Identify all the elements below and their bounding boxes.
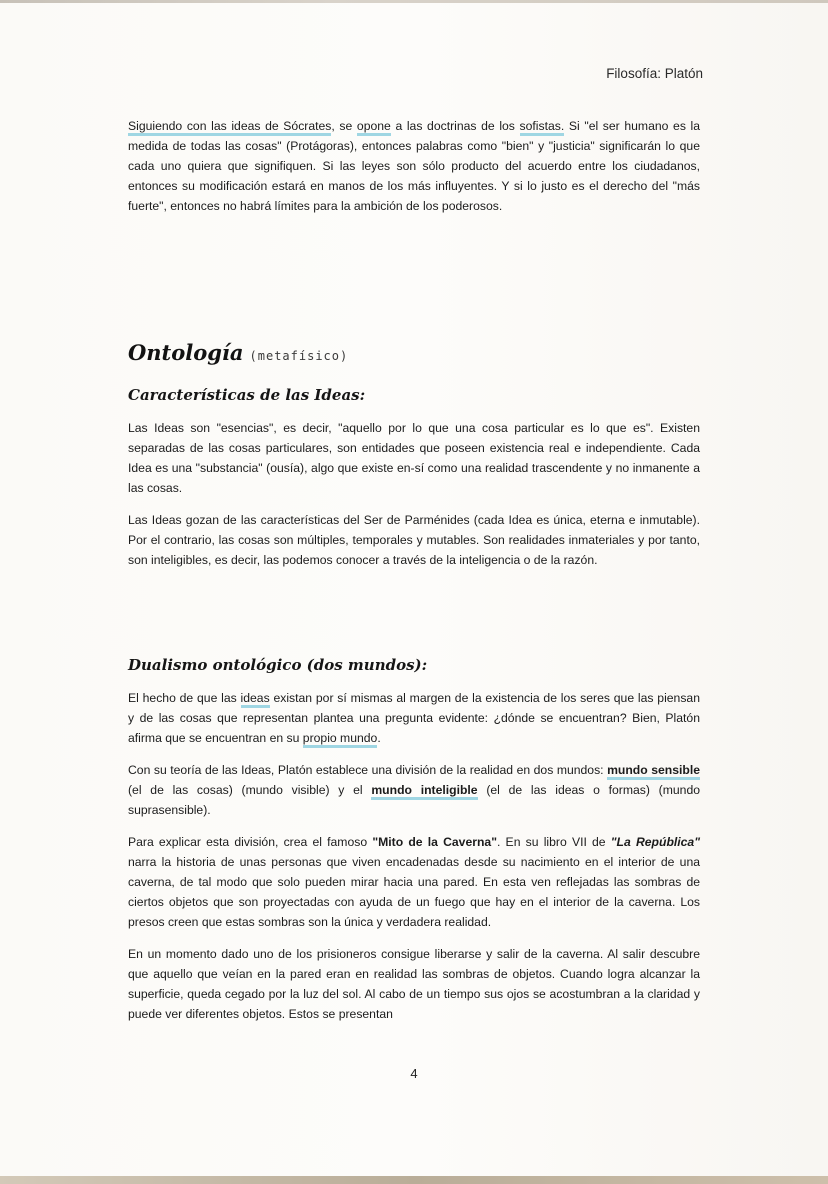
highlight-socrates: Siguiendo con las ideas de Sócrates xyxy=(128,119,331,136)
ontologia-section xyxy=(128,418,700,582)
heading-note: (metafísico) xyxy=(249,349,349,363)
dualismo-section xyxy=(128,688,700,1036)
subheading-dualismo: Dualismo ontológico (dos mundos): xyxy=(128,656,428,674)
highlight-opone: opone xyxy=(357,119,391,136)
dualismo-paragraph-4: En un momento dado uno de los prisioneros consigue liberarse y salir de la caverna. Al salir descubre que aquello que veían en la pared eran en realidad las sombras de objetos. Cuando logra alcanzar la superficie, queda cegado por la luz del sol. Al cabo de un tiempo sus ojos se acostumbran a la claridad y puede ver diferentes objetos. Estos se presentan xyxy=(128,947,700,1021)
mito-caverna: "Mito de la Caverna" xyxy=(372,835,497,849)
dualismo-paragraph-3: Para explicar esta división, crea el famoso "Mito de la Caverna". En su libro VII de "La República" narra la historia de unas personas que viven encadenadas desde su nacimiento en el interior de una caverna, de tal modo que solo pueden mirar hacia una pared. En esta ven reflejadas las sombras de ciertos objetos que son proyectadas con ayuda de un fuego que hay en el interior de la caverna. Los presos creen que estas sombras son la única y verdadera realidad. xyxy=(128,835,700,929)
highlight-sofistas: sofistas. xyxy=(520,119,565,136)
ontologia-paragraph-2: Las Ideas gozan de las características del Ser de Parménides (cada Idea es única, eterna e inmutable). Por el contrario, las cosas son múltiples, temporales y mutables. Son realidades inmateriales y por tanto, son inteligibles, es decir, las podemos conocer a través de la inteligencia o de la razón. xyxy=(128,513,700,567)
page-bottom-edge xyxy=(0,1176,828,1184)
dualismo-paragraph-2: Con su teoría de las Ideas, Platón establece una división de la realidad en dos mundos: mundo sensible (el de las cosas) (mundo visible) y el mundo inteligible (el de las ideas o formas) (mundo suprasensible). xyxy=(128,763,701,817)
highlight-ideas: ideas xyxy=(241,691,270,708)
section-heading-ontologia: Ontología (metafísico) xyxy=(128,340,349,365)
highlight-mundo-inteligible: mundo inteligible xyxy=(371,783,477,800)
intro-paragraph: Siguiendo con las ideas de Sócrates, se opone a las doctrinas de los sofistas. Si "el ser humano es la medida de todas las cosas" (Protágoras), entonces palabras como "bien" y "justicia" significarán lo que cada uno quiera que signifiquen. Si las leyes son sólo producto del acuerdo entre los ciudadanos, entonces su modificación estará en manos de los más influyentes. Y si lo justo es el derecho del "más fuerte", entonces no habrá límites para la ambición de los poderosos. xyxy=(128,119,701,213)
intro-section xyxy=(128,116,700,228)
highlight-propio-mundo: propio mundo xyxy=(303,731,378,748)
ontologia-paragraph-1: Las Ideas son "esencias", es decir, "aquello por lo que una cosa particular es lo que es". Existen separadas de las cosas particulares, son entidades que poseen existencia real e independiente. Cada Idea es una "substancia" (ousía), algo que existe en-sí como una realidad trascendente y no inmanente a las cosas. xyxy=(128,421,700,495)
dualismo-paragraph-1: El hecho de que las ideas existan por sí mismas al margen de la existencia de los seres que las piensan y de las cosas que representan plantea una pregunta evidente: ¿dónde se encuentran? Bien, Platón afirma que se encuentran en su propio mundo. xyxy=(128,688,700,748)
page-top-edge xyxy=(0,0,828,3)
page-header-title: Filosofía: Platón xyxy=(606,66,703,81)
la-republica: "La República" xyxy=(610,835,700,849)
page-number: 4 xyxy=(410,1066,418,1081)
highlight-mundo-sensible: mundo sensible xyxy=(607,763,700,780)
subheading-caracteristicas: Características de las Ideas: xyxy=(128,386,366,404)
